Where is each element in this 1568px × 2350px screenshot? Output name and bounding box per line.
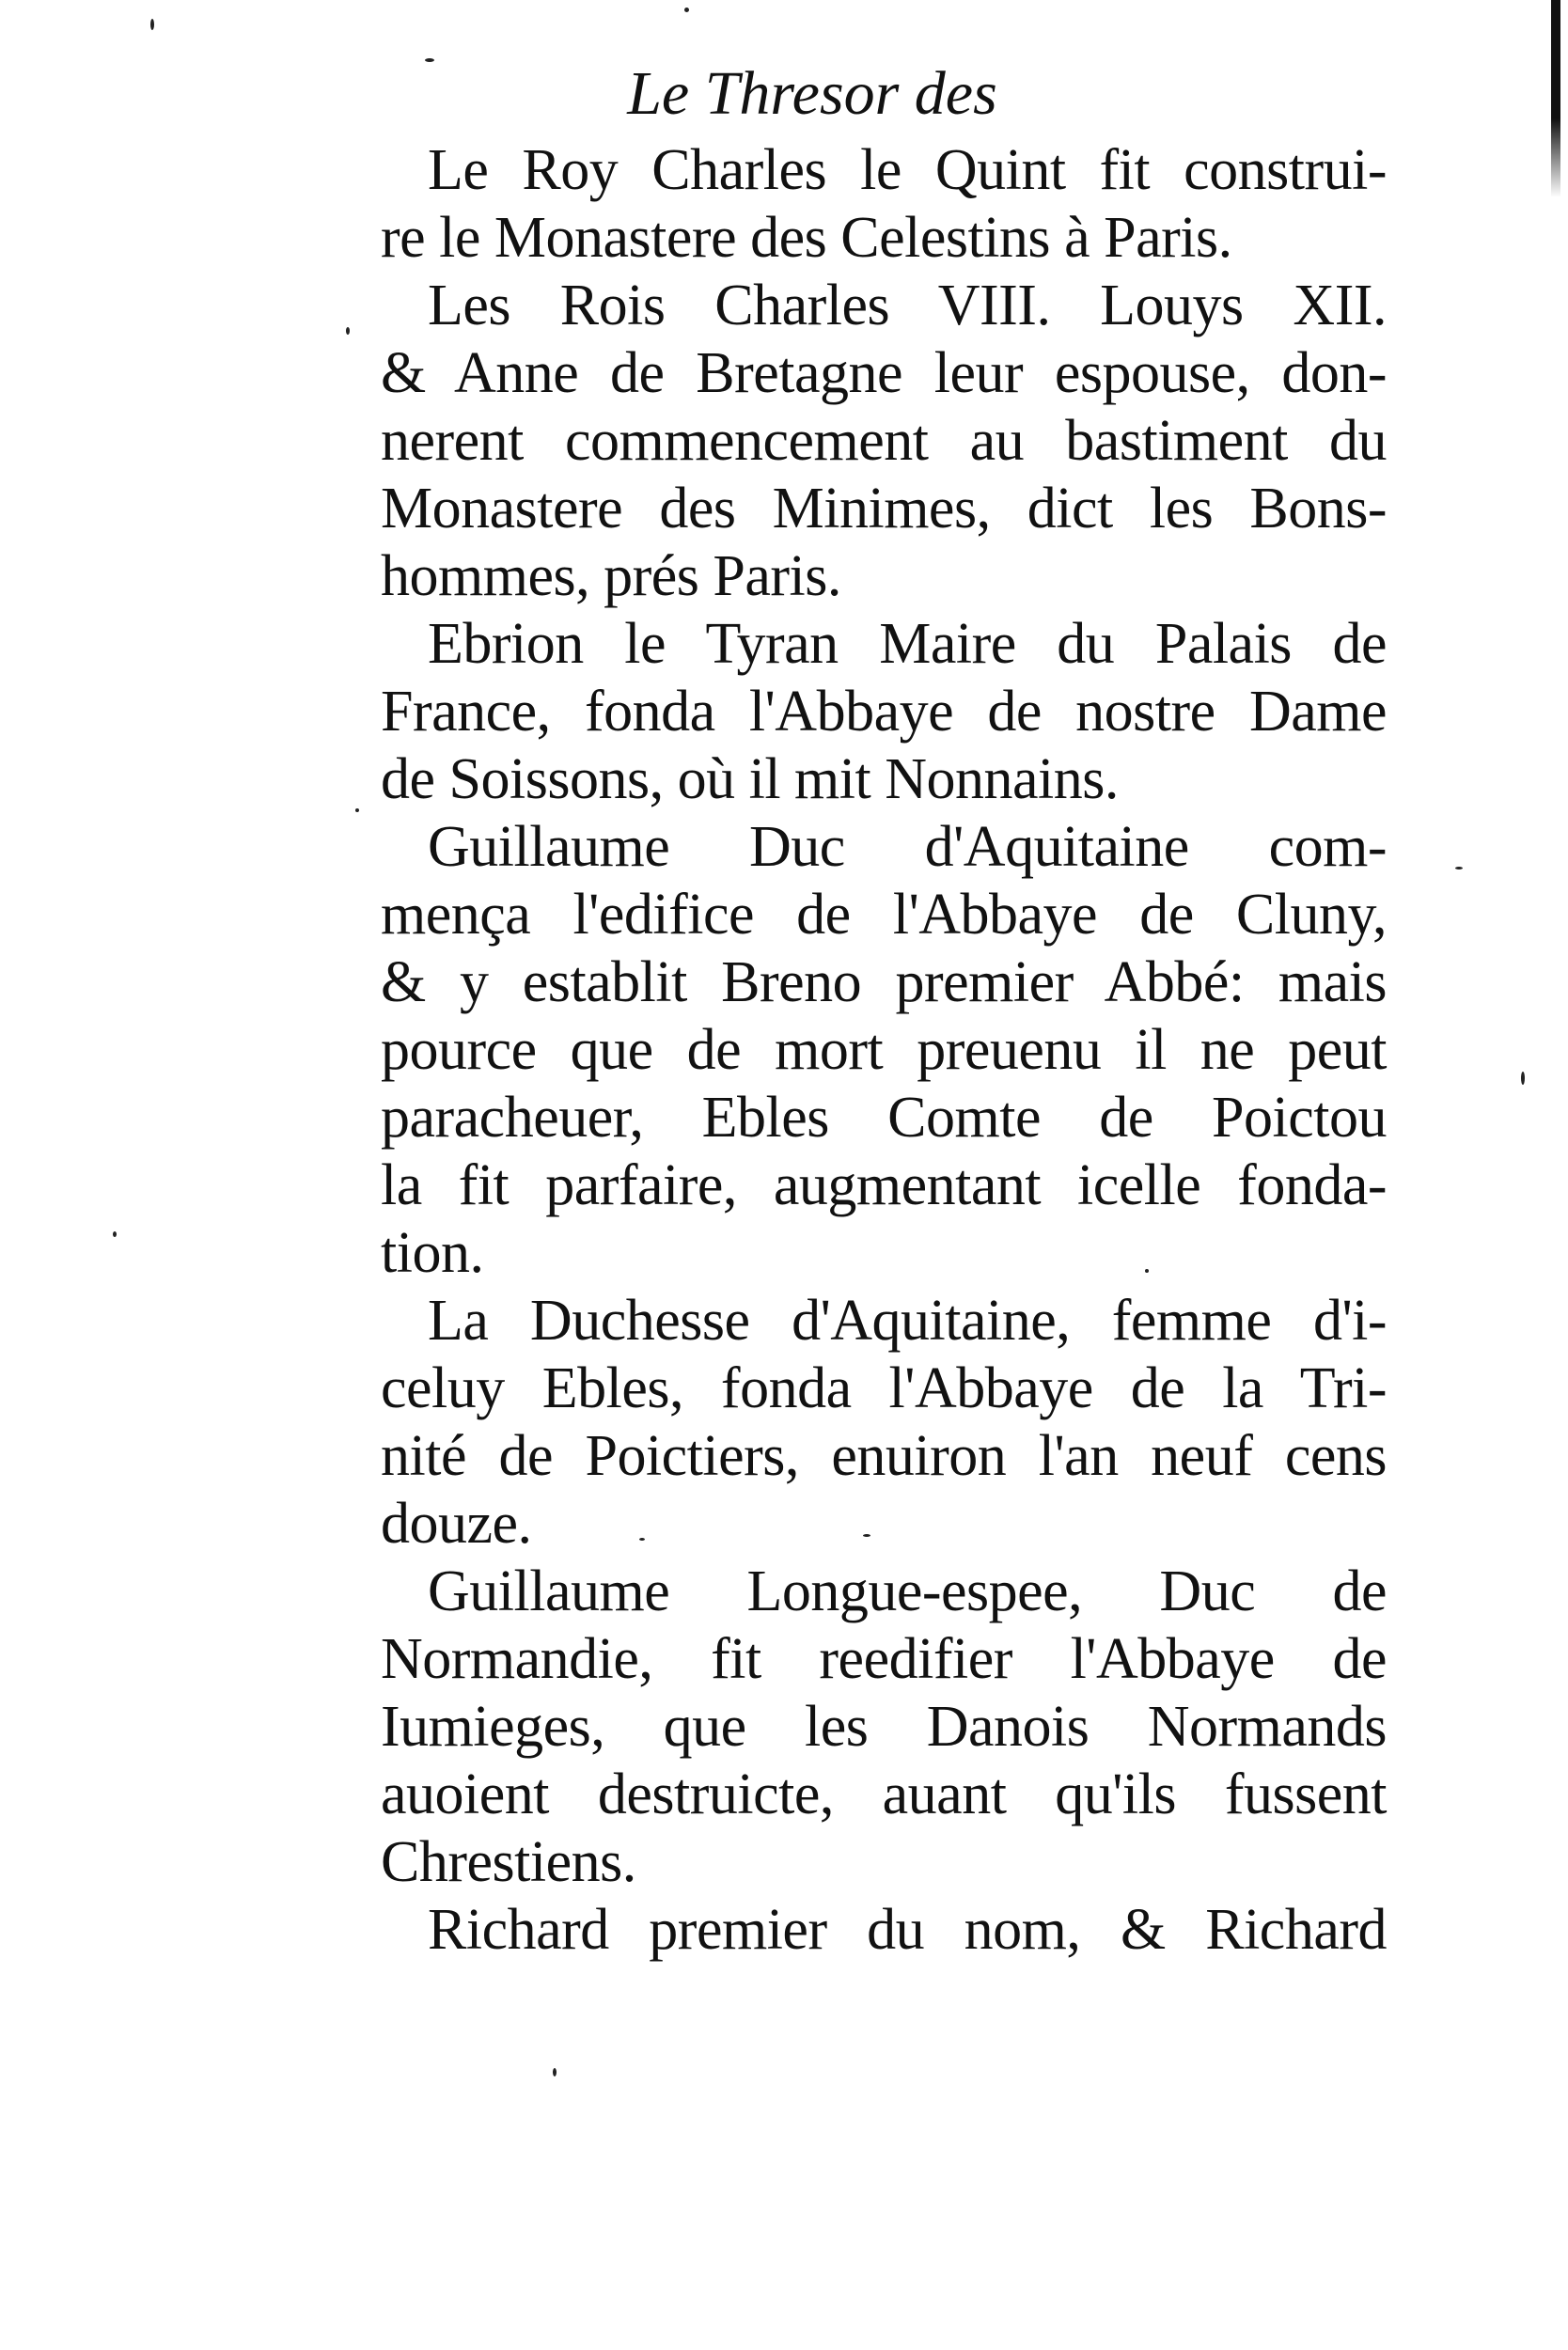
text-line: Richard premier du nom, & Richard <box>428 1898 1387 1962</box>
ink-speck <box>863 1534 870 1537</box>
text-line: celuy Ebles, fonda l'Abbaye de la Tri- <box>381 1356 1387 1420</box>
text-line: Iumieges, que les Danois Normands <box>381 1695 1387 1759</box>
text-line: Le Roy Charles le Quint fit construi- <box>428 138 1387 202</box>
text-line: nité de Poictiers, enuiron l'an neuf cens <box>381 1424 1387 1488</box>
paragraph-minimes <box>381 272 1387 610</box>
page-body <box>381 136 1387 1964</box>
text-line: Les Rois Charles VIII. Louys XII. <box>428 274 1387 337</box>
ink-speck <box>1145 1269 1149 1273</box>
text-line: paracheuer, Ebles Comte de Poictou <box>381 1086 1387 1150</box>
text-line: de Soissons, où il mit Nonnains. <box>381 747 1119 811</box>
ink-speck <box>553 2068 557 2076</box>
text-line: Normandie, fit reedifier l'Abbaye de <box>381 1627 1387 1691</box>
text-line: Guillaume Duc d'Aquitaine com- <box>428 815 1387 879</box>
running-title: Le Thresor des <box>627 59 997 128</box>
text-line: tion. <box>381 1221 484 1285</box>
ink-speck <box>150 19 154 30</box>
ink-speck <box>425 58 434 62</box>
ink-speck <box>684 8 689 12</box>
text-line: Guillaume Longue-espee, Duc de <box>428 1559 1387 1623</box>
ink-speck <box>355 808 359 812</box>
ink-speck <box>1455 867 1463 870</box>
paragraph-cluny <box>381 813 1387 1287</box>
text-line: nerent commencement au bastiment du <box>381 409 1387 473</box>
paragraph-richard <box>381 1896 1387 1964</box>
ink-speck <box>1521 1072 1525 1085</box>
text-line: France, fonda l'Abbaye de nostre Dame <box>381 680 1387 744</box>
paragraph-longue-espee <box>381 1558 1387 1896</box>
text-line: hommes, prés Paris. <box>381 544 841 608</box>
text-line: re le Monastere des Celestins à Paris. <box>381 206 1232 270</box>
text-line: la fit parfaire, augmentant icelle fonda- <box>381 1153 1387 1217</box>
text-line: Chrestiens. <box>381 1830 636 1894</box>
paragraph-ebrion <box>381 610 1387 813</box>
text-line: pource que de mort preuenu il ne peut <box>381 1018 1387 1082</box>
text-line: mença l'edifice de l'Abbaye de Cluny, <box>381 883 1387 947</box>
ink-speck <box>639 1538 645 1541</box>
text-line: Ebrion le Tyran Maire du Palais de <box>428 612 1387 676</box>
ink-speck <box>113 1231 117 1237</box>
text-line: & Anne de Bretagne leur espouse, don- <box>381 341 1387 405</box>
text-line: La Duchesse d'Aquitaine, femme d'i- <box>428 1289 1387 1353</box>
text-line: auoient destruicte, auant qu'ils fussent <box>381 1762 1387 1826</box>
text-line: Monastere des Minimes, dict les Bons- <box>381 477 1387 540</box>
text-line: & y establit Breno premier Abbé: mais <box>381 950 1387 1014</box>
paragraph-duchesse <box>381 1287 1387 1558</box>
ink-speck <box>346 327 350 335</box>
paragraph-charles-le-quint <box>381 136 1387 272</box>
text-line: douze. <box>381 1492 532 1556</box>
